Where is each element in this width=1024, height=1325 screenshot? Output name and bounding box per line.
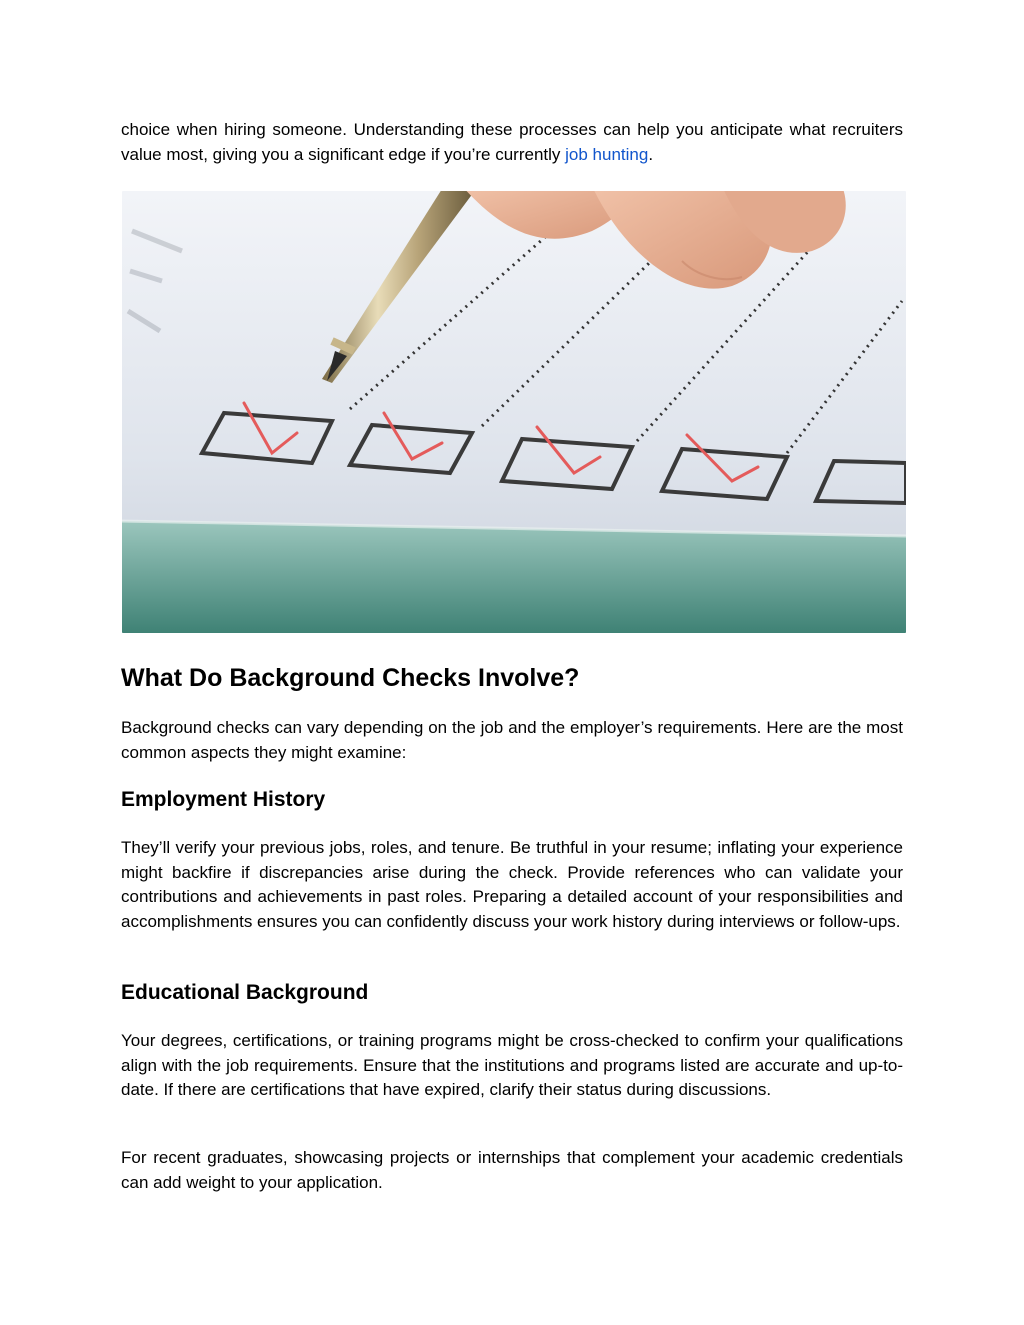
employment-heading: Employment History: [121, 788, 326, 811]
intro-block: [121, 118, 903, 167]
employment-block: [121, 836, 903, 934]
job-hunting-link[interactable]: job hunting: [565, 144, 649, 164]
employment-paragraph: They’ll verify your previous jobs, roles, and tenure. Be truthful in your resume; inflating your experience might backfire if discrepancies arise during the check. Provide references who can validate your contributions and achievements in past roles. Preparing a detailed account of your responsibilities and accomplishments ensures you can confidently discuss your work history during interviews or follow-ups.: [121, 838, 903, 931]
section-intro-paragraph: Background checks can vary depending on the job and the employer’s requirements. Here are the most common aspects they might examine:: [121, 718, 903, 762]
education-paragraph-2: For recent graduates, showcasing projects or internships that complement your academic credentials can add weight to your application.: [121, 1148, 903, 1192]
education-heading: Educational Background: [121, 981, 369, 1004]
checklist-photo: [122, 191, 906, 633]
education-block-2: [121, 1146, 903, 1195]
intro-paragraph: [121, 118, 903, 167]
section-intro-block: [121, 716, 903, 765]
education-block: [121, 1029, 903, 1103]
section-heading: What Do Background Checks Involve?: [121, 664, 580, 692]
intro-text: choice when hiring someone. Understanding these processes can help you anticipate what recruiters value most, giving you a significant edge if you’re currently: [121, 120, 903, 164]
education-paragraph-1: Your degrees, certifications, or training programs might be cross-checked to confirm your qualifications align with the job requirements. Ensure that the institutions and programs listed are accurate and up-to-date. If there are certifications that have expired, clarify their status during discussions.: [121, 1031, 903, 1099]
intro-text-end: .: [648, 144, 654, 164]
